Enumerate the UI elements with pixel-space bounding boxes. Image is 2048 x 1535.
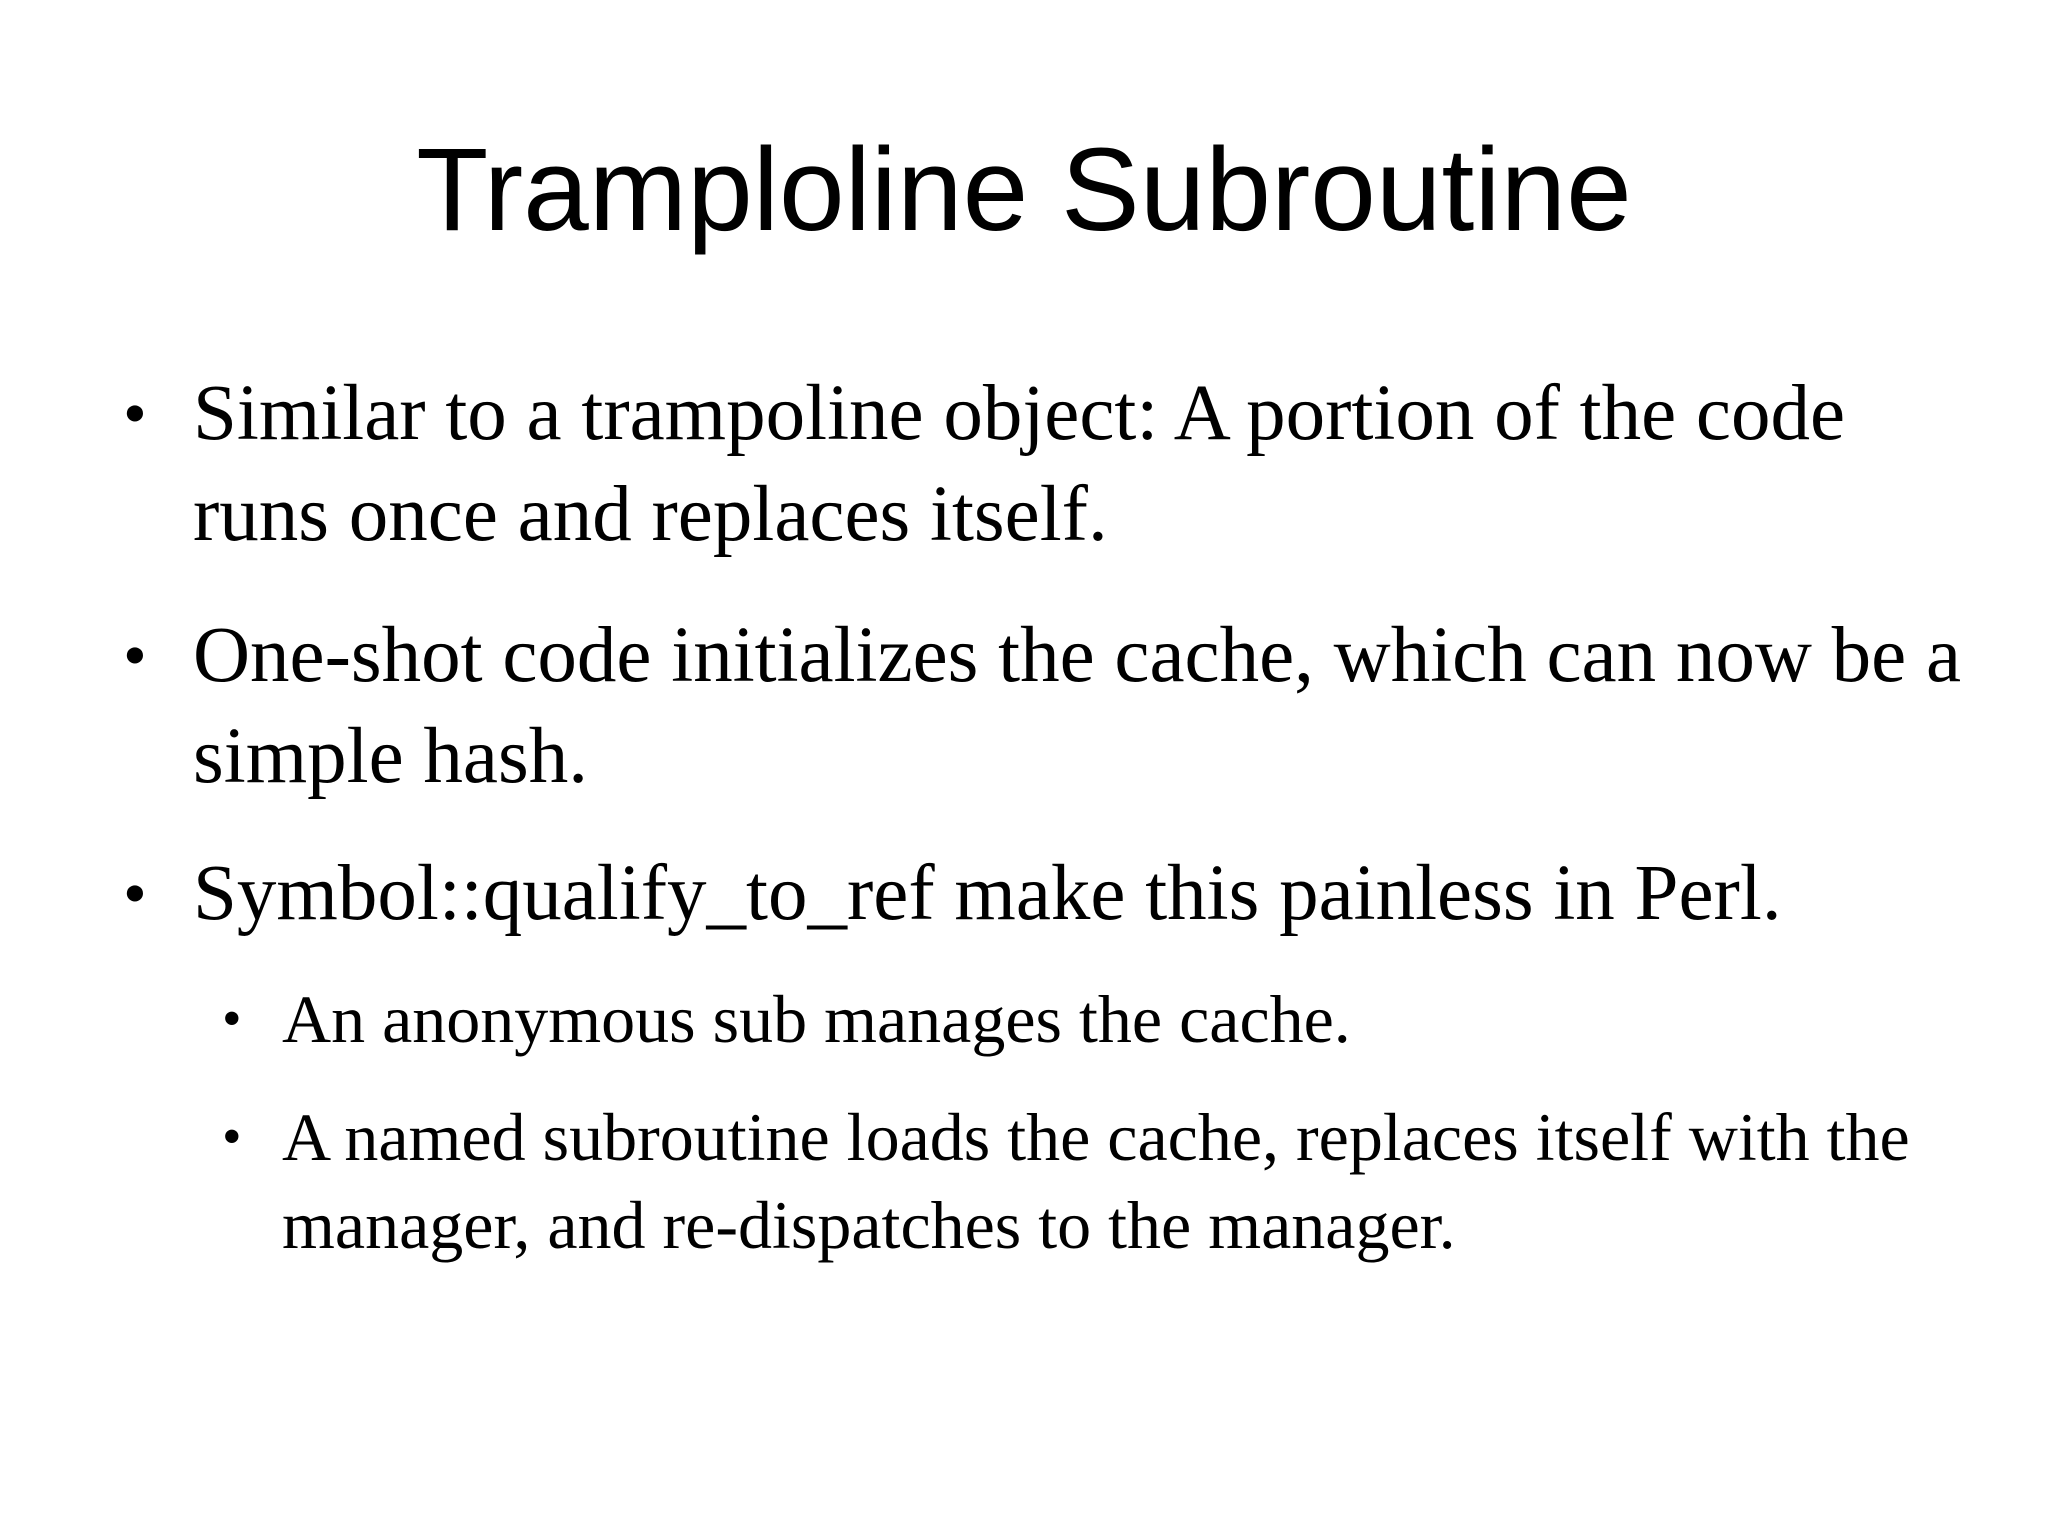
bullet-item <box>123 843 1983 944</box>
bullet-text: Similar to a trampoline object: A portion of the code runs once and replaces itself. <box>193 370 1846 558</box>
sub-bullet-item <box>222 975 1982 1063</box>
sub-bullet-item <box>222 1093 1982 1269</box>
bullet-icon: • <box>222 988 242 1050</box>
bullet-icon: • <box>222 1106 242 1168</box>
bullet-item <box>123 605 1983 807</box>
bullet-text: Symbol::qualify_to_ref make this painless in Perl. <box>193 850 1782 937</box>
bullet-text: One-shot code initializes the cache, which can now be a simple hash. <box>193 612 1962 800</box>
bullet-icon: • <box>123 855 147 931</box>
bullet-item <box>123 363 1983 565</box>
sub-bullet-text: An anonymous sub manages the cache. <box>282 981 1351 1057</box>
sub-bullet-text: A named subroutine loads the cache, replaces itself with the manager, and re-dispatches to the manager. <box>282 1099 1910 1263</box>
slide-title: Tramploline Subroutine <box>416 124 1632 256</box>
bullet-icon: • <box>123 617 147 693</box>
bullet-icon: • <box>123 375 147 451</box>
